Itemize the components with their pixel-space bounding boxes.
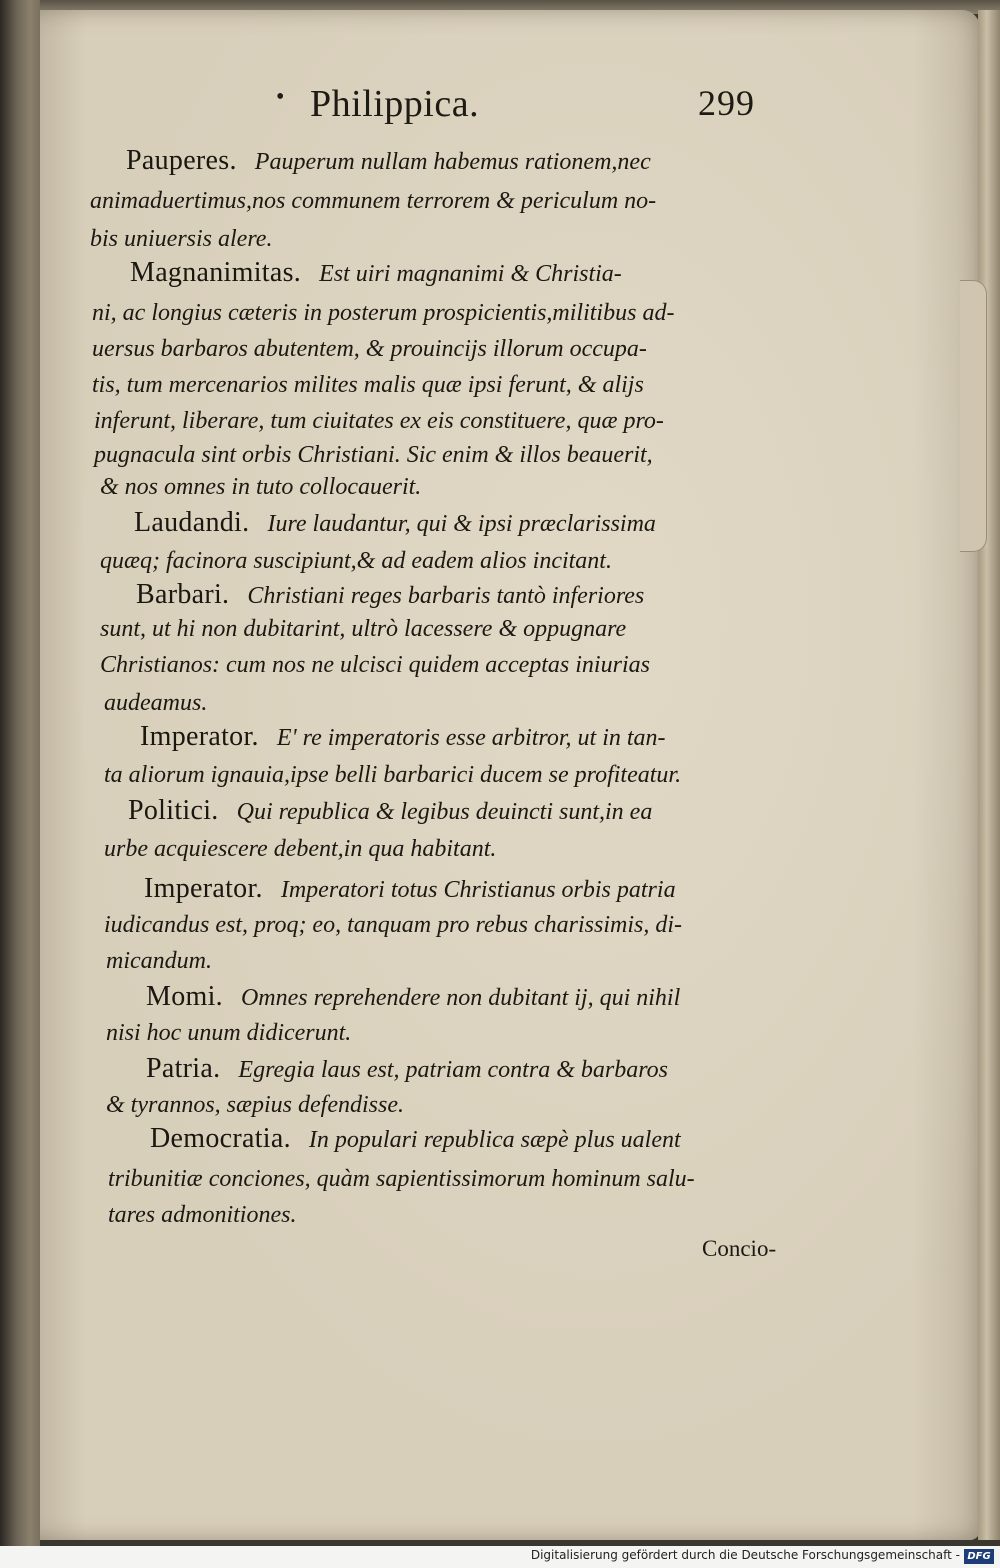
text-line: & tyrannos, sæpius defendisse. — [106, 1092, 404, 1118]
entry-first-line — [136, 580, 644, 611]
text-line: E' re imperatoris esse arbitror, ut in tan- — [276, 725, 666, 751]
text-line: animaduertimus,nos communem terrorem & periculum no- — [90, 188, 657, 214]
text-line: urbe acquiescere debent,in qua habitant. — [104, 836, 497, 862]
rubric-heading: Patria. — [146, 1053, 221, 1084]
text-line: Qui republica & legibus deuincti sunt,in ea — [236, 799, 653, 825]
rubric-heading: Barbari. — [136, 579, 230, 610]
entry-first-line — [146, 982, 680, 1013]
text-line: Est uiri magnanimi & Christia- — [319, 261, 622, 287]
entry-first-line — [134, 508, 656, 539]
entry-first-line — [126, 146, 651, 177]
footer-credit: Digitalisierung gefördert durch die Deutsche Forschungsgemeinschaft - — [530, 1548, 960, 1562]
entry-first-line — [144, 874, 676, 905]
text-line: quæq; facinora suscipiunt,& ad eadem alios incitant. — [100, 548, 612, 574]
rubric-heading: Politici. — [128, 795, 219, 826]
text-line: tis, tum mercenarios milites malis quæ ipsi ferunt, & alijs — [92, 372, 644, 398]
text-line: audeamus. — [104, 690, 208, 716]
text-line: In populari republica sæpè plus ualent — [308, 1127, 681, 1153]
text-line: ni, ac longius cæteris in posterum prospicientis,militibus ad- — [92, 300, 675, 326]
rubric-heading: Laudandi. — [134, 507, 250, 538]
text-line: sunt, ut hi non dubitarint, ultrò lacessere & oppugnare — [100, 616, 627, 642]
rubric-heading: Imperator. — [140, 721, 259, 752]
running-title: Philippica. — [310, 83, 480, 125]
text-line: inferunt, liberare, tum ciuitates ex eis constituere, quæ pro- — [94, 408, 664, 434]
entry-first-line — [140, 722, 666, 753]
text-line: Egregia laus est, patriam contra & barbaros — [238, 1057, 668, 1083]
rubric-heading: Momi. — [146, 981, 223, 1012]
entry-first-line — [150, 1124, 681, 1155]
text-line: iudicandus est, proq; eo, tanquam pro rebus charissimis, di- — [104, 912, 682, 938]
text-line: & nos omnes in tuto collocauerit. — [100, 474, 422, 500]
text-line: tribunitiæ conciones, quàm sapientissimorum hominum salu- — [108, 1166, 695, 1192]
entry-first-line — [146, 1054, 668, 1085]
text-line: ta aliorum ignauia,ipse belli barbarici ducem se profiteatur. — [104, 762, 682, 788]
text-line: uersus barbaros abutentem, & prouincijs illorum occupa- — [92, 336, 647, 362]
rubric-heading: Pauperes. — [126, 145, 237, 176]
catchword: Concio- — [702, 1236, 777, 1261]
text-line: tares admonitiones. — [108, 1202, 297, 1228]
text-line: Pauperum nullam habemus rationem,nec — [254, 149, 651, 175]
dfg-logo: DFG — [964, 1549, 994, 1564]
page-fold-tab — [960, 280, 987, 552]
text-line: Imperatori totus Christianus orbis patria — [280, 877, 676, 903]
page-stack-edge — [978, 10, 1000, 1540]
text-line: Christiani reges barbaris tantò inferiores — [247, 583, 645, 609]
text-line: Christianos: cum nos ne ulcisci quidem acceptas iniurias — [100, 652, 650, 678]
text-line: bis uniuersis alere. — [90, 226, 273, 252]
entry-first-line — [128, 796, 652, 827]
rubric-heading: Imperator. — [144, 873, 263, 904]
entry-first-line — [130, 258, 622, 289]
page-number: 299 — [698, 83, 755, 123]
text-line: Omnes reprehendere non dubitant ij, qui nihil — [240, 985, 681, 1011]
text-line: Iure laudantur, qui & ipsi præclarissima — [267, 511, 656, 537]
book-spine-shadow — [0, 0, 40, 1568]
header-ornament: • — [276, 84, 285, 110]
text-line: pugnacula sint orbis Christiani. Sic enim & illos beauerit, — [94, 442, 653, 468]
text-line: nisi hoc unum didicerunt. — [106, 1020, 352, 1046]
rubric-heading: Magnanimitas. — [130, 257, 302, 288]
text-line: micandum. — [106, 948, 212, 974]
rubric-heading: Democratia. — [150, 1123, 291, 1154]
